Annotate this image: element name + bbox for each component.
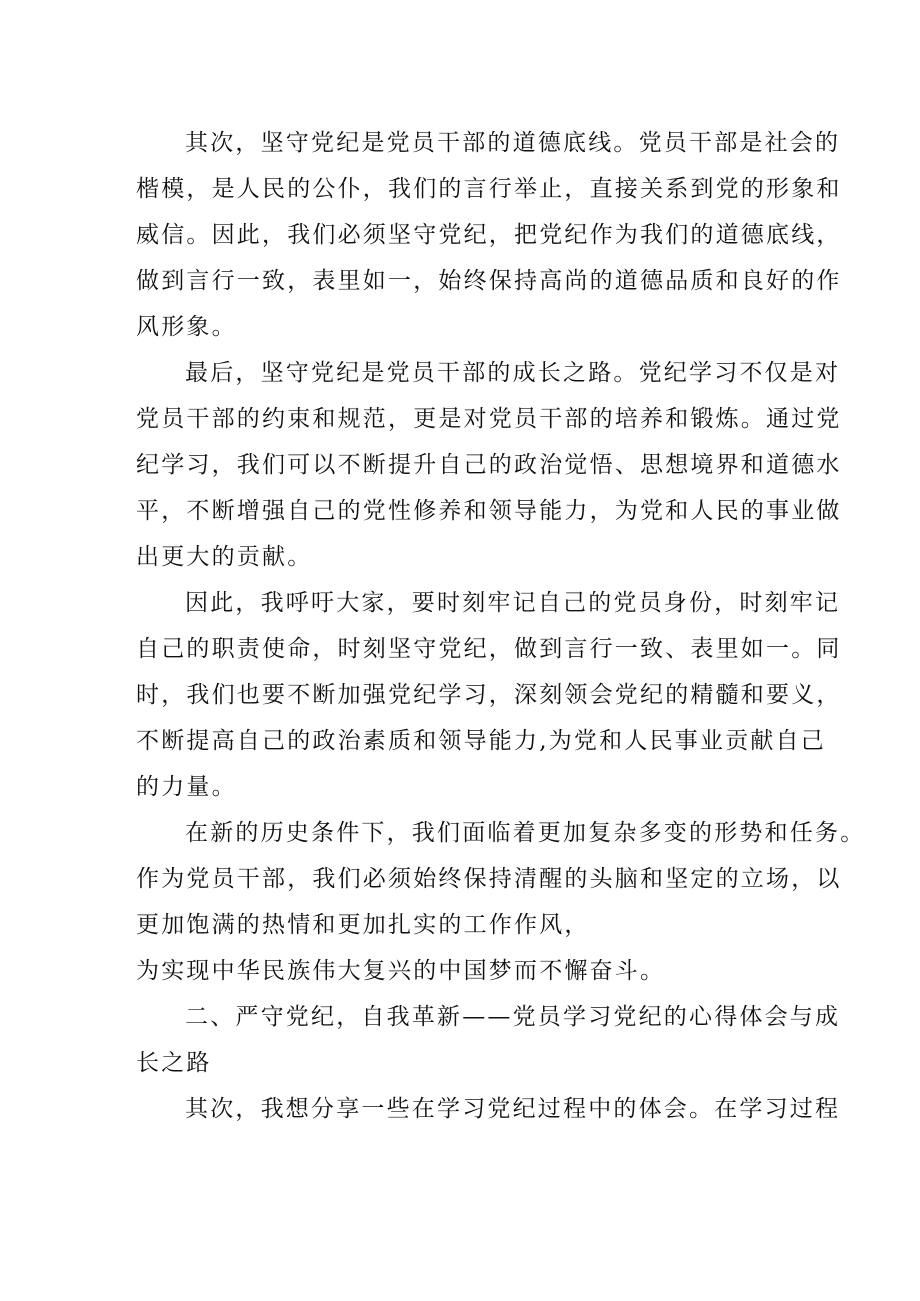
paragraph-line: 不断提高自己的政治素质和领导能力,为党和人民事业贡献自己 xyxy=(136,728,826,754)
paragraph-line: 时，我们也要不断加强党纪学习，深刻领会党纪的精髓和要义， xyxy=(136,682,842,708)
paragraph-line: 党员干部的约束和规范，更是对党员干部的培养和锻炼。通过党 xyxy=(136,406,842,432)
paragraph-line: 楷模，是人民的公仆，我们的言行举止，直接关系到党的形象和 xyxy=(136,176,842,202)
paragraph-line: 为实现中华民族伟大复兴的中国梦而不懈奋斗。 xyxy=(136,958,666,984)
paragraph-line: 出更大的贡献。 xyxy=(136,544,313,570)
paragraph-line: 其次，坚守党纪是党员干部的道德底线。党员干部是社会的 xyxy=(185,130,841,156)
paragraph-line: 更加饱满的热情和更加扎实的工作作风， xyxy=(136,912,590,938)
paragraph-line: 其次，我想分享一些在学习党纪过程中的体会。在学习过程 xyxy=(185,1096,841,1122)
paragraph-line: 最后，坚守党纪是党员干部的成长之路。党纪学习不仅是对 xyxy=(185,360,841,386)
paragraph-line: 的力量。 xyxy=(136,774,237,800)
paragraph-line: 威信。因此，我们必须坚守党纪，把党纪作为我们的道德底线， xyxy=(136,222,842,248)
paragraph-line: 平，不断增强自己的党性修养和领导能力，为党和人民的事业做 xyxy=(136,498,842,524)
paragraph-line: 纪学习，我们可以不断提升自己的政治觉悟、思想境界和道德水 xyxy=(136,452,842,478)
paragraph-line: 自己的职责使命，时刻坚守党纪，做到言行一致、表里如一。同 xyxy=(136,636,842,662)
paragraph-line: 因此，我呼吁大家，要时刻牢记自己的党员身份，时刻牢记 xyxy=(185,590,841,616)
section-heading-line: 二、严守党纪，自我革新——党员学习党纪的心得体会与成 xyxy=(185,1004,841,1030)
section-heading-line: 长之路 xyxy=(136,1050,212,1076)
paragraph-line: 作为党员干部，我们必须始终保持清醒的头脑和坚定的立场，以 xyxy=(136,866,842,892)
paragraph-line: 风形象。 xyxy=(136,314,237,340)
paragraph-line: 做到言行一致，表里如一，始终保持高尚的道德品质和良好的作 xyxy=(136,268,842,294)
paragraph-line: 在新的历史条件下，我们面临着更加复杂多变的形势和任务。 xyxy=(185,820,866,846)
